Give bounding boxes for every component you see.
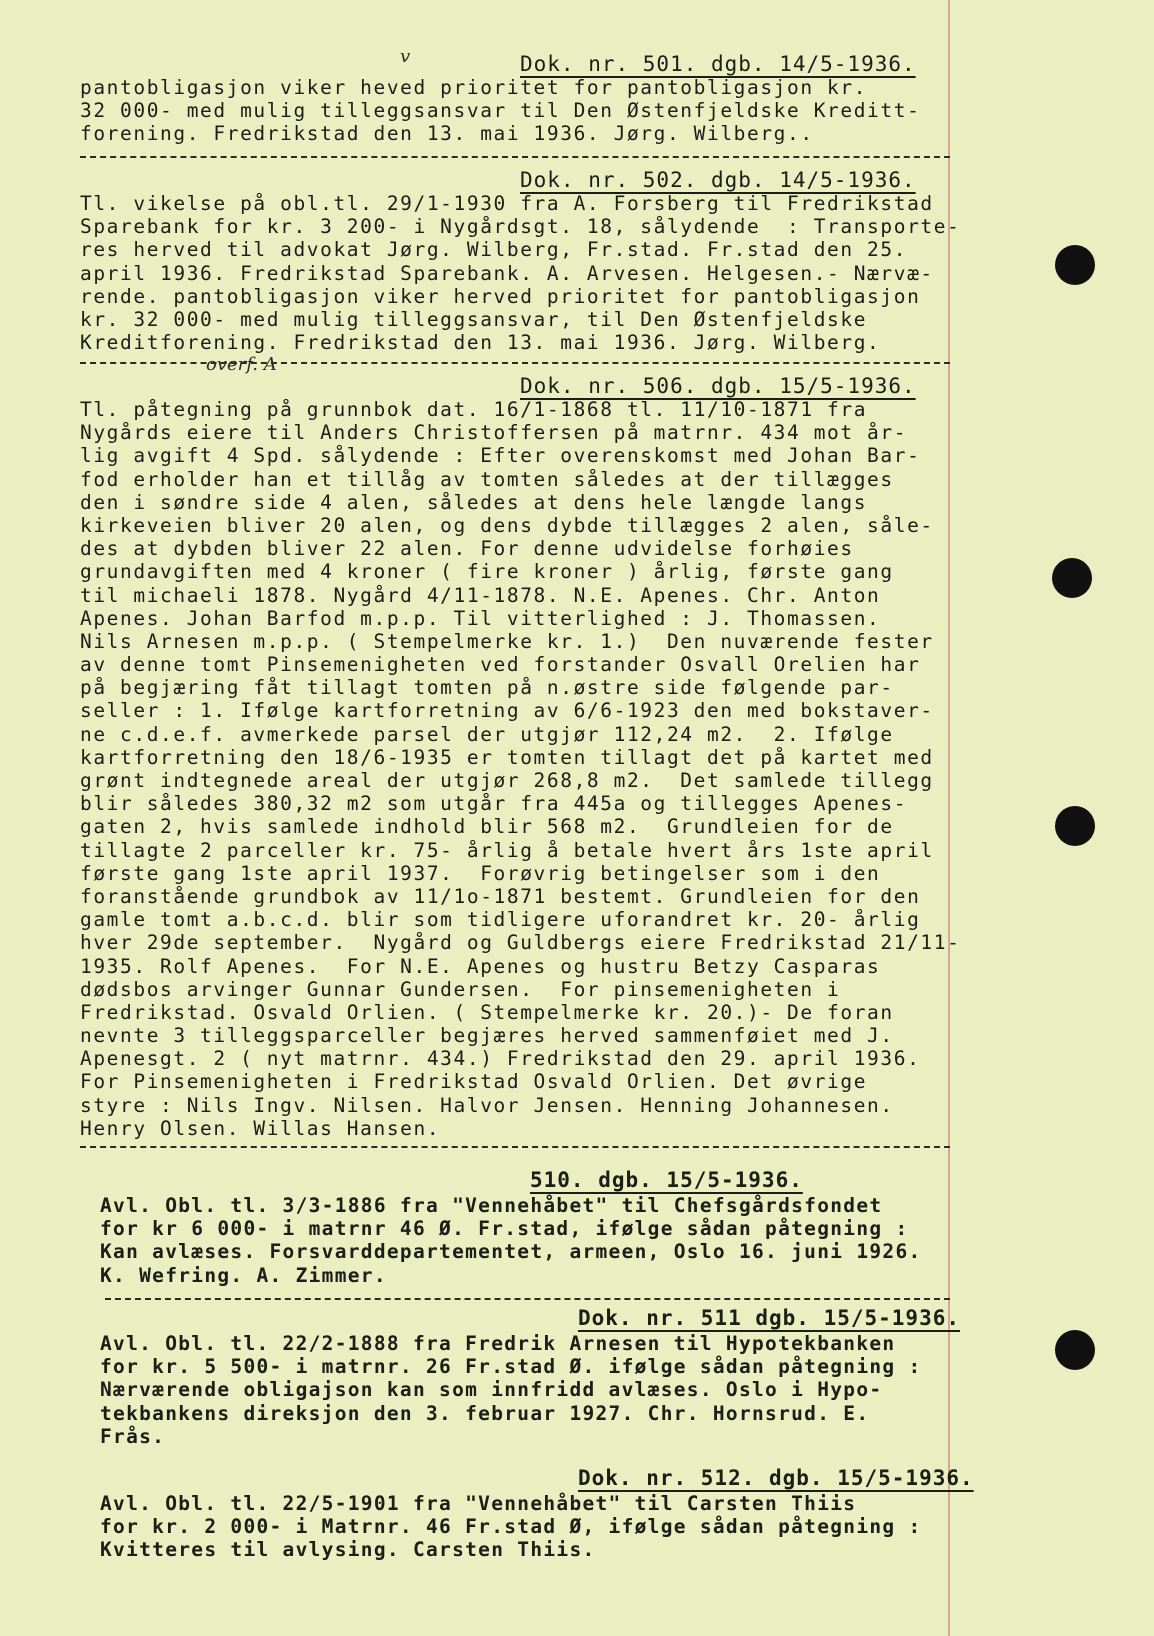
entry-header: Dok. nr. 501. dgb. 14/5-1936. bbox=[520, 52, 916, 76]
text-line: styre : Nils Ingv. Nilsen. Halvor Jensen. Henning Johannesen. bbox=[80, 1093, 894, 1117]
text-line: lig avgift 4 Spd. sålydende : Efter overenskomst med Johan Bar- bbox=[80, 444, 921, 468]
text-line: des at dybden bliver 22 alen. For denne udvidelse forhøies bbox=[80, 537, 854, 561]
punch-hole bbox=[1052, 558, 1092, 598]
entry-body bbox=[80, 76, 920, 146]
text-line: Tl. vikelse på obl.tl. 29/1-1930 fra A. Forsberg til Fredrikstad bbox=[80, 192, 934, 215]
text-line: gaten 2, hvis samlede indhold blir 568 m2. Grundleien for de bbox=[80, 815, 894, 839]
punch-hole bbox=[1055, 245, 1095, 285]
punch-hole bbox=[1055, 1330, 1095, 1370]
entry-body bbox=[100, 1332, 922, 1448]
text-line: rende. pantobligasjon viker herved prioritet for pantobligasjon bbox=[80, 284, 921, 308]
text-line: Nygårds eiere til Anders Christoffersen på matrnr. 434 mot år- bbox=[80, 421, 908, 445]
text-line: Avl. Obl. tl. 22/2-1888 fra Fredrik Arnesen til Hypotekbanken bbox=[100, 1332, 896, 1355]
entry-body bbox=[80, 398, 960, 1140]
check-mark-note: v bbox=[400, 46, 411, 67]
text-line: K. Wefring. A. Zimmer. bbox=[100, 1263, 387, 1287]
text-line: kirkeveien bliver 20 alen, og dens dybde tillægges 2 alen, såle- bbox=[80, 513, 934, 537]
overf-note: overf. A bbox=[206, 354, 277, 375]
text-line: Avl. Obl. tl. 3/3-1886 fra "Vennehåbet" til Chefsgårdsfondet bbox=[100, 1194, 883, 1217]
entry-body bbox=[100, 1492, 922, 1562]
text-line: gamle tomt a.b.c.d. blir som tidligere uforandret kr. 20- årlig bbox=[80, 908, 921, 932]
text-line: seller : 1. Ifølge kartforretning av 6/6-1923 den med bokstaver- bbox=[80, 699, 934, 723]
punch-hole bbox=[1055, 806, 1095, 846]
entry-body bbox=[80, 192, 960, 354]
entry-header: 510. dgb. 15/5-1936. bbox=[530, 1168, 803, 1192]
text-line: Kan avlæses. Forsvarddepartementet, armeen, Oslo 16. juni 1926. bbox=[100, 1240, 922, 1264]
text-line: For Pinsemenigheten i Fredrikstad Osvald Orlien. Det øvrige bbox=[80, 1070, 868, 1094]
text-line: foranstående grundbok av 11/1o-1871 bestemt. Grundleien for den bbox=[80, 884, 921, 908]
text-line: april 1936. Fredrikstad Sparebank. A. Arvesen. Helgesen.- Nærvæ- bbox=[80, 261, 934, 285]
text-line: av denne tomt Pinsemenigheten ved forstander Osvall Orelien har bbox=[80, 653, 921, 677]
entry-header: Dok. nr. 512. dgb. 15/5-1936. bbox=[578, 1466, 974, 1490]
text-line: første gang 1ste april 1937. Forøvrig betingelser som i den bbox=[80, 861, 881, 885]
text-line: Apenesgt. 2 ( nyt matrnr. 434.) Fredrikstad den 29. april 1936. bbox=[80, 1047, 921, 1071]
text-line: Apenes. Johan Barfod m.p.p. Til vitterlighed : J. Thomassen. bbox=[80, 606, 881, 630]
entry-body bbox=[100, 1194, 922, 1287]
text-line: for kr 6 000- i matrnr 46 Ø. Fr.stad, ifølge sådan påtegning : bbox=[100, 1217, 909, 1241]
text-line: Sparebank for kr. 3 200- i Nygårdsgt. 18, sålydende : Transporte- bbox=[80, 215, 961, 239]
separator-line bbox=[80, 1146, 950, 1148]
text-line: til michaeli 1878. Nygård 4/11-1878. N.E. Apenes. Chr. Anton bbox=[80, 583, 881, 607]
text-line: blir således 380,32 m2 som utgår fra 445a og tillegges Apenes- bbox=[80, 792, 908, 816]
text-line: Nærværende obligajson kan som innfridd avlæses. Oslo i Hypo- bbox=[100, 1378, 883, 1402]
text-line: den i søndre side 4 alen, således at dens hele længde langs bbox=[80, 490, 868, 514]
text-line: Nils Arnesen m.p.p. ( Stempelmerke kr. 1.) Den nuværende fester bbox=[80, 629, 934, 653]
text-line: nevnte 3 tilleggsparceller begjæres herved sammenføiet med J. bbox=[80, 1024, 894, 1048]
text-line: kr. 32 000- med mulig tilleggsansvar, til Den Østenfjeldske bbox=[80, 307, 868, 331]
text-line: Kvitteres til avlysing. Carsten Thiis. bbox=[100, 1538, 596, 1562]
text-line: for kr. 5 500- i matrnr. 26 Fr.stad Ø. ifølge sådan påtegning : bbox=[100, 1355, 922, 1379]
text-line: Henry Olsen. Willas Hansen. bbox=[80, 1116, 441, 1140]
text-line: på begjæring fåt tillagt tomten på n.østre side følgende par- bbox=[80, 676, 894, 700]
text-line: Tl. påtegning på grunnbok dat. 16/1-1868 tl. 11/10-1871 fra bbox=[80, 398, 868, 421]
text-line: fod erholder han et tillåg av tomten således at der tillægges bbox=[80, 467, 894, 491]
text-line: Kreditforening. Fredrikstad den 13. mai 1936. Jørg. Wilberg. bbox=[80, 331, 881, 355]
entry-header: Dok. nr. 511 dgb. 15/5-1936. bbox=[578, 1306, 961, 1330]
text-line: grønt indtegnede areal der utgjør 268,8 m2. Det samlede tillegg bbox=[80, 769, 934, 792]
text-line: kartforretning den 18/6-1935 er tomten tillagt det på kartet med bbox=[80, 745, 934, 769]
text-line: tillagte 2 parceller kr. 75- årlig å betale hvert års 1ste april bbox=[80, 838, 934, 862]
separator-line bbox=[80, 362, 950, 364]
text-line: res herved til advokat Jørg. Wilberg, Fr.stad. Fr.stad den 25. bbox=[80, 238, 908, 262]
text-line: 1935. Rolf Apenes. For N.E. Apenes og hustru Betzy Casparas bbox=[80, 954, 881, 978]
text-line: grundavgiften med 4 kroner ( fire kroner ) årlig, første gang bbox=[80, 560, 894, 584]
text-line: 32 000- med mulig tilleggsansvar til Den Østenfjeldske Kreditt- bbox=[80, 99, 921, 123]
text-line: dødsbos arvinger Gunnar Gundersen. For pinsemenigheten i bbox=[80, 977, 841, 1001]
text-line: forening. Fredrikstad den 13. mai 1936. Jørg. Wilberg.. bbox=[80, 122, 814, 146]
separator-line bbox=[80, 156, 950, 158]
entry-header: Dok. nr. 502. dgb. 14/5-1936. bbox=[520, 168, 916, 192]
text-line: Frås. bbox=[100, 1424, 166, 1448]
text-line: Avl. Obl. tl. 22/5-1901 fra "Vennehåbet" til Carsten Thiis bbox=[100, 1492, 857, 1515]
text-line: Fredrikstad. Osvald Orlien. ( Stempelmerke kr. 20.)- De foran bbox=[80, 1000, 894, 1024]
entry-header: Dok. nr. 506. dgb. 15/5-1936. bbox=[520, 374, 916, 398]
text-line: pantobligasjon viker heved prioritet for pantobligasjon kr. bbox=[80, 76, 868, 99]
text-line: tekbankens direksjon den 3. februar 1927. Chr. Hornsrud. E. bbox=[100, 1401, 870, 1425]
text-line: for kr. 2 000- i Matrnr. 46 Fr.stad Ø, ifølge sådan påtegning : bbox=[100, 1515, 922, 1539]
text-line: hver 29de september. Nygård og Guldbergs eiere Fredrikstad 21/11- bbox=[80, 931, 961, 955]
text-line: ne c.d.e.f. avmerkede parsel der utgjør 112,24 m2. 2. Ifølge bbox=[80, 722, 894, 746]
separator-line bbox=[105, 1298, 950, 1300]
